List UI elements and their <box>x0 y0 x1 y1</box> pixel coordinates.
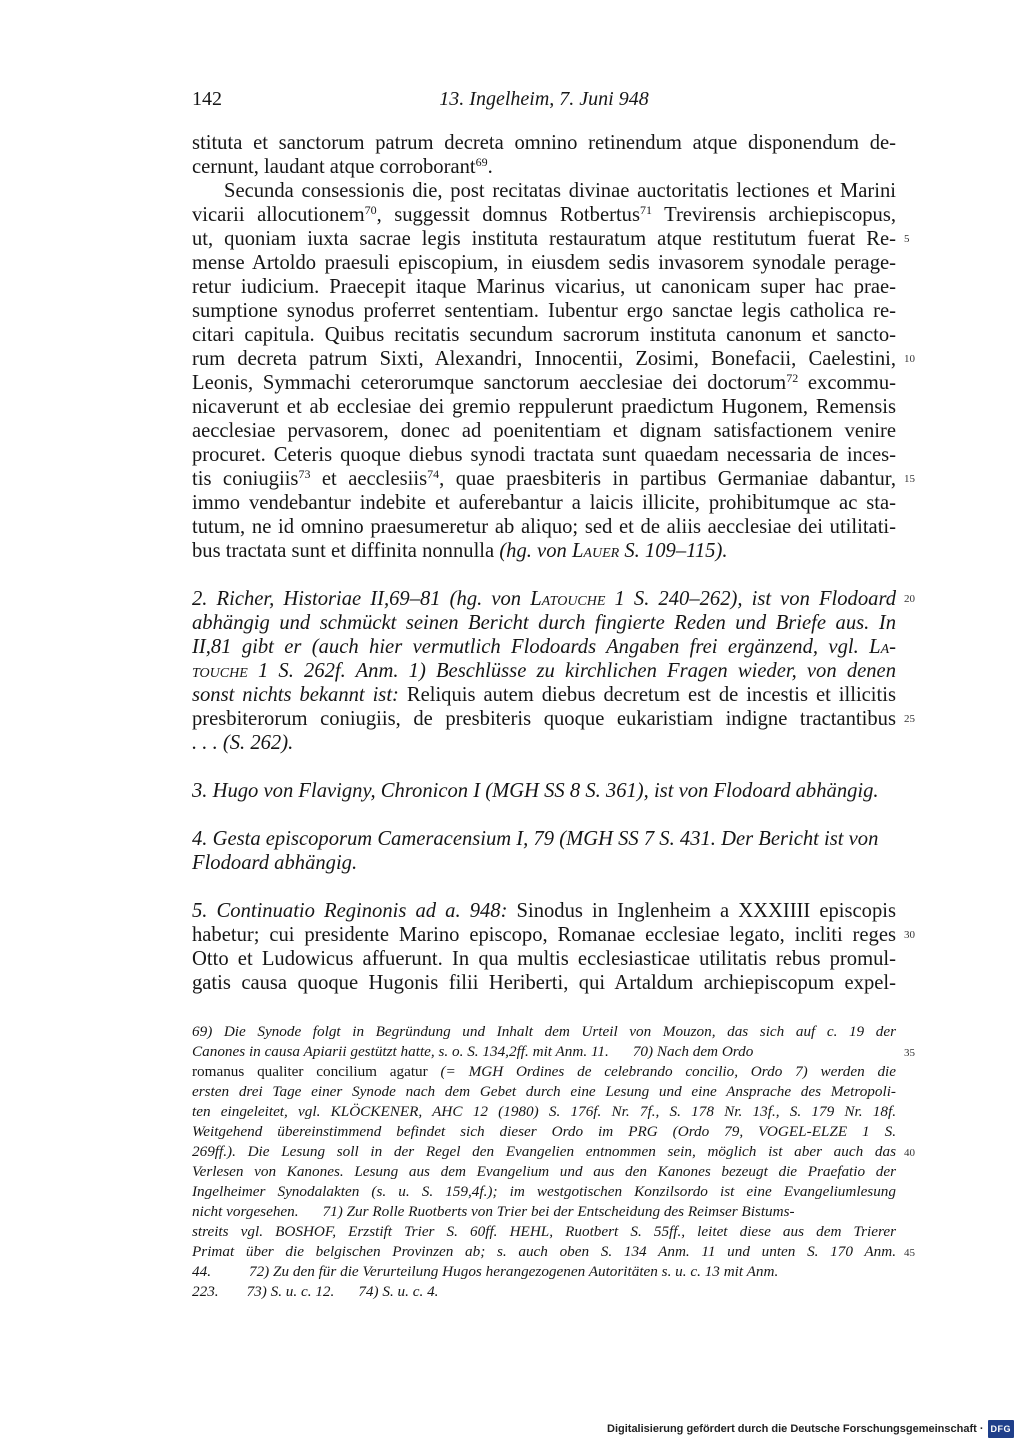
digitization-credit <box>607 1421 1014 1437</box>
text-line: aecclesiae pervasorem, donec ad poenitentiam et dignam satisfactionem venire <box>192 420 896 442</box>
page-number: 142 <box>192 88 222 110</box>
text-line: sonst nichts bekannt ist: Reliquis autem diebus decretum est de incestis et illicitis <box>192 684 896 706</box>
footnote-ref[interactable]: 73 <box>298 467 311 481</box>
footnote-line: 223. 73) S. u. c. 12. 74) S. u. c. 4. <box>192 1283 439 1300</box>
footnote-ref[interactable]: 70 <box>364 203 377 217</box>
line-number: 35 <box>904 1047 915 1059</box>
text-line: tis coniugiis$^{73}$ et aecclesiis$^{74}$, quae praesbiteris in partibus Germaniae dabantur, <box>192 467 896 490</box>
line-number: 20 <box>904 593 915 605</box>
footnote-line: ten eingeleitet, vgl. KLÖCKENER, AHC 12 (1980) S. 176f. Nr. 7f., S. 178 Nr. 13f., S. 179 Nr. 18f. <box>192 1103 896 1120</box>
text-line: citari capitula. Quibus recitatis secundum sacrorum instituta canonum et sancto- <box>192 324 896 346</box>
text-line: sumptione synodus proferret sententiam. Iubentur ergo sanctae legis catholica re- <box>192 300 896 322</box>
footnote-line: Weitgehend übereinstimmend befindet sich dieser Ordo im PRG (Ordo 79, VOGEL-ELZE 1 S. <box>192 1123 896 1140</box>
footnote-ref[interactable]: 69 <box>475 155 488 169</box>
text-line: cernunt, laudant atque corroborant$^{69}$. <box>192 155 493 178</box>
text-line: procuret. Ceteris quoque diebus synodi tractata sunt quaedam necessaria de inces- <box>192 444 896 466</box>
text-line: immo vendebantur indebite et auferebantur a laicis illicite, prohibitumque ac sta- <box>192 492 896 514</box>
credit-text: Digitalisierung gefördert durch die Deutsche Forschungsgemeinschaft · <box>607 1423 984 1435</box>
text-line: tutum, ne id omnino praesumeretur ab aliquo; sed et de aliis aecclesiae dei utilitati- <box>192 516 896 538</box>
footnote-line: 44. 72) Zu den für die Verurteilung Hugos herangezogenen Autoritäten s. u. c. 13 mit Anm. <box>192 1263 779 1280</box>
footnote-line: romanus qualiter concilium agatur (= MGH Ordines de celebrando concilio, Ordo 7) werden die <box>192 1063 897 1080</box>
text-line: II,81 gibt er (auch hier vermutlich Flodoards Angaben frei ergänzend, vgl. La- <box>192 636 896 658</box>
line-number: 30 <box>904 929 915 941</box>
text-line: touche 1 S. 262f. Anm. 1) Beschlüsse zu kirchlichen Fragen wieder, von denen <box>192 660 896 682</box>
line-number: 25 <box>904 713 915 725</box>
footnote-line: 269ff.). Die Lesung soll in der Regel den Evangelien entnommen sein, möglich ist aber auch das <box>192 1143 896 1160</box>
text-line: bus tractata sunt et diffinita nonnulla (hg. von Lauer S. 109–115). <box>192 540 728 562</box>
line-number: 40 <box>904 1147 915 1159</box>
text-line: presbiterorum coniugiis, de presbiteris quoque eukaristiam indigne tractantibus <box>192 708 896 730</box>
footnote-line: Verlesen von Kanones. Lesung aus dem Evangelium und aus den Kanones bezeugt die Praefatio der <box>192 1163 896 1180</box>
text-line: Leonis, Symmachi ceterorumque sanctorum aecclesiae dei doctorum$^{72}$ excommu- <box>192 371 896 394</box>
footnote-line: Canones in causa Apiarii gestützt hatte, s. o. S. 134,2ff. mit Anm. 11. 70) Nach dem Ordo <box>192 1043 754 1060</box>
text-line: vicarii allocutionem$^{70}$, suggessit domnus Rotbertus$^{71}$ Trevirensis archiepiscopus, <box>192 203 896 226</box>
footnote-line: nicht vorgesehen. 71) Zur Rolle Ruotberts von Trier bei der Entscheidung des Reimser Bistums- <box>192 1203 795 1220</box>
line-number: 45 <box>904 1247 915 1259</box>
text-line: 3. Hugo von Flavigny, Chronicon I (MGH SS 8 S. 361), ist von Flodoard abhängig. <box>192 780 879 802</box>
text-line: Flodoard abhängig. <box>192 852 358 874</box>
footnote-line: Ingelheimer Synodalakten (s. u. S. 159,4f.); im westgotischen Konzilsordo ist eine Evangeliumlesung <box>192 1183 896 1200</box>
page-header <box>192 88 896 118</box>
footnote-line: Primat über die belgischen Provinzen ab; s. auch oben S. 134 Anm. 11 und unten S. 170 Anm. <box>192 1243 896 1260</box>
footnote-line: ersten drei Tage einer Synode nach dem Gebet durch eine Lesung und eine Ansprache des Metropoli- <box>192 1083 896 1100</box>
text-line: . . . (S. 262). <box>192 732 294 754</box>
text-line: gatis causa quoque Hugonis filii Heriberti, qui Artaldum archiepiscopum expel- <box>192 972 896 994</box>
line-number: 15 <box>904 473 915 485</box>
text-line: 5. Continuatio Reginonis ad a. 948: Sinodus in Inglenheim a XXXIIII episcopis <box>192 900 897 922</box>
text-line: rum decreta patrum Sixti, Alexandri, Innocentii, Zosimi, Bonefacii, Caelestini, <box>192 348 896 370</box>
footnote-ref[interactable]: 71 <box>639 203 652 217</box>
text-line: Otto et Ludowicus affuerunt. In qua multis ecclesiasticae utilitatis rebus promul- <box>192 948 896 970</box>
text-line: abhängig und schmückt seinen Bericht durch fingierte Reden und Briefe aus. In <box>192 612 896 634</box>
text-line: Secunda consessionis die, post recitatas divinae auctoritatis lectiones et Marini <box>224 180 896 202</box>
dfg-logo: DFG <box>988 1420 1014 1438</box>
text-line: nicaverunt et ab ecclesiae dei gremio reppulerunt praedictum Hugonem, Remensis <box>192 396 896 418</box>
footnote-line: streits vgl. BOSHOF, Erzstift Trier S. 60ff. HEHL, Ruotbert S. 55ff., leitet diese aus dem Trierer <box>192 1223 896 1240</box>
text-line: retur iudicium. Praecepit itaque Marinus vicarius, ut canonicam super hac prae- <box>192 276 896 298</box>
text-line: 4. Gesta episcoporum Cameracensium I, 79 (MGH SS 7 S. 431. Der Bericht ist von <box>192 828 879 850</box>
text-line: 2. Richer, Historiae II,69–81 (hg. von Latouche 1 S. 240–262), ist von Flodoard <box>192 588 896 610</box>
text-line: stituta et sanctorum patrum decreta omnino retinendum atque disponendum de- <box>192 132 896 154</box>
footnote-ref[interactable]: 72 <box>786 371 799 385</box>
running-head: 13. Ingelheim, 7. Juni 948 <box>439 88 649 110</box>
text-line: ut, quoniam iuxta sacrae legis instituta restauratum atque restitutum fuerat Re- <box>192 228 896 250</box>
line-number: 5 <box>904 233 910 245</box>
footnote-line: 69) Die Synode folgt in Begründung und Inhalt dem Urteil von Mouzon, das sich auf c. 19 der <box>192 1023 896 1040</box>
text-line: habetur; cui presidente Marino episcopo, Romanae ecclesiae legato, incliti reges <box>192 924 896 946</box>
line-number: 10 <box>904 353 915 365</box>
text-line: mense Artoldo praesuli episcopium, in eiusdem sedis invasorem synodale perage- <box>192 252 896 274</box>
footnote-ref[interactable]: 74 <box>427 467 440 481</box>
